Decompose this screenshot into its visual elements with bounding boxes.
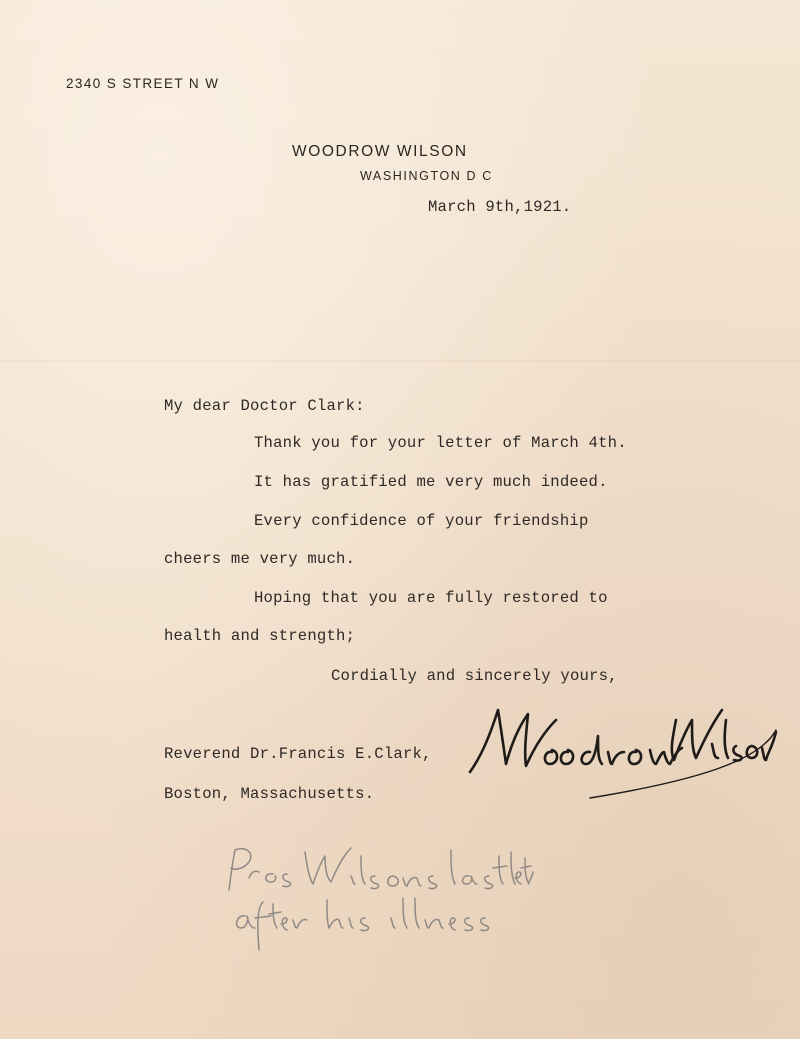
letter-line: Every confidence of your friendship — [254, 512, 589, 530]
paper-fold-line — [0, 360, 800, 362]
recipient-name: Reverend Dr.Francis E.Clark, — [164, 745, 432, 763]
letterhead-city: WASHINGTON D C — [360, 169, 493, 183]
recipient-location: Boston, Massachusetts. — [164, 785, 375, 803]
signature-image — [460, 680, 780, 810]
letter-salutation: My dear Doctor Clark: — [164, 397, 365, 415]
letter-date: March 9th,1921. — [428, 198, 572, 216]
letterhead-name: WOODROW WILSON — [292, 143, 468, 160]
letter-line: Hoping that you are fully restored to — [254, 589, 608, 607]
pencil-annotation-image — [215, 838, 535, 958]
letter-closing: Cordially and sincerely yours, — [331, 667, 618, 685]
letter-line: It has gratified me very much indeed. — [254, 473, 608, 491]
letter-line: cheers me very much. — [164, 550, 356, 568]
letter-line: health and strength; — [164, 627, 356, 645]
letterhead-address: 2340 S STREET N W — [66, 76, 220, 91]
letter-line: Thank you for your letter of March 4th. — [254, 434, 627, 452]
